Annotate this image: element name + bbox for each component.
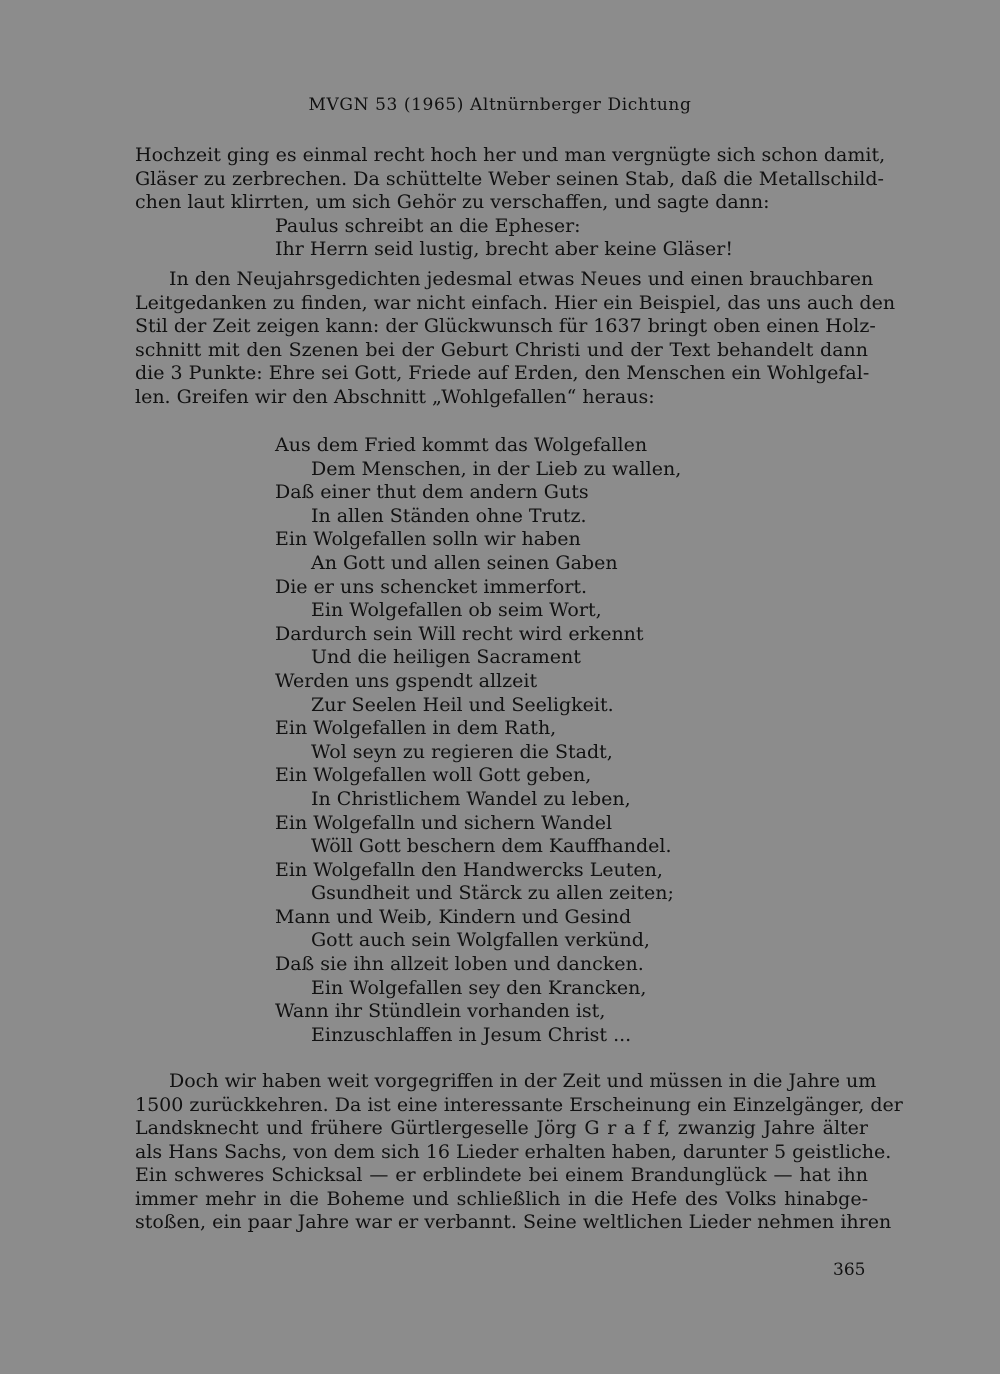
text-line: Landsknecht und frühere Gürtlergeselle Jörg G r a f f, zwanzig Jahre älter (135, 1117, 868, 1139)
verse-line: Gott auch sein Wolgfallen verkünd, (311, 929, 650, 952)
verse-line: Ein Wolgefalln und sichern Wandel (275, 811, 613, 834)
text-line: die 3 Punkte: Ehre sei Gott, Friede auf Erden, den Menschen ein Wohlgefal- (135, 362, 870, 384)
text-line: immer mehr in die Boheme und schließlich in die Hefe des Volks hinabge- (135, 1187, 868, 1210)
verse-line: Gsundheit und Stärck zu allen zeiten; (311, 882, 674, 905)
verse-line: Ein Wolgefallen sey den Krancken, (311, 976, 647, 999)
verse-line: Ein Wolgefallen in dem Rath, (275, 717, 557, 740)
quote-line: Paulus schreibt an die Epheser: (275, 214, 581, 237)
verse-line: Ein Wolgefallen solln wir haben (275, 528, 581, 551)
text-line: Gläser zu zerbrechen. Da schüttelte Weber seinen Stab, daß die Metallschild- (135, 167, 884, 190)
verse-line: Einzuschlaffen in Jesum Christ ... (311, 1023, 632, 1046)
verse-line: Ein Wolgefallen ob seim Wort, (311, 599, 602, 622)
page-number: 365 (833, 1260, 866, 1280)
text-line: schnitt mit den Szenen bei der Geburt Christi und der Text behandelt dann (135, 338, 868, 361)
verse-line: An Gott und allen seinen Gaben (311, 551, 618, 574)
text-line: In den Neujahrsgedichten jedesmal etwas Neues und einen brauchbaren (169, 268, 874, 290)
verse-line: Dardurch sein Will recht wird erkennt (275, 622, 644, 645)
text-line: als Hans Sachs, von dem sich 16 Lieder erhalten haben, darunter 5 geistliche. (135, 1140, 892, 1163)
intro-paragraph (135, 144, 886, 262)
verse-line: Wann ihr Stündlein vorhanden ist, (275, 1000, 606, 1023)
verse-line: Mann und Weib, Kindern und Gesind (275, 905, 632, 928)
text-line: Ein schweres Schicksal — er erblindete bei einem Brandunglück — hat ihn (135, 1164, 868, 1186)
text-line: Stil der Zeit zeigen kann: der Glückwunsch für 1637 bringt oben einen Holz- (135, 315, 876, 337)
running-head: MVGN 53 (1965) Altnürnberger Dichtung (308, 95, 692, 115)
poem-verse (275, 434, 681, 1047)
text-line: stoßen, ein paar Jahre war er verbannt. Seine weltlichen Lieder nehmen ihren (135, 1211, 892, 1233)
text-line: Doch wir haben weit vorgegriffen in der Zeit und müssen in die Jahre um (169, 1070, 877, 1092)
quote-line: Ihr Herrn seid lustig, brecht aber keine Gläser! (275, 238, 733, 260)
text-line: 1500 zurückkehren. Da ist eine interessante Erscheinung ein Einzelgänger, der (135, 1093, 903, 1116)
verse-line: Ein Wolgefallen woll Gott geben, (275, 764, 592, 787)
paragraph-joerg-graff (135, 1070, 903, 1235)
text-line: Hochzeit ging es einmal recht hoch her und man vergnügte sich schon damit, (135, 144, 886, 166)
verse-line: In Christlichem Wandel zu leben, (311, 787, 631, 810)
verse-line: Zur Seelen Heil und Seeligkeit. (311, 693, 614, 716)
verse-line: Daß einer thut dem andern Guts (275, 481, 589, 504)
verse-line: Und die heiligen Sacrament (311, 646, 581, 669)
verse-line: Die er uns schencket immerfort. (275, 575, 588, 598)
verse-line: Aus dem Fried kommt das Wolgefallen (275, 434, 648, 456)
verse-line: In allen Ständen ohne Trutz. (311, 504, 587, 527)
paragraph-neujahrsgedichte (135, 268, 896, 409)
text-line: Leitgedanken zu finden, war nicht einfach. Hier ein Beispiel, das uns auch den (135, 291, 896, 314)
text-line: chen laut klirrten, um sich Gehör zu verschaffen, und sagte dann: (135, 191, 770, 213)
verse-line: Daß sie ihn allzeit loben und dancken. (275, 953, 644, 976)
verse-line: Ein Wolgefalln den Handwercks Leuten, (275, 858, 663, 881)
verse-line: Werden uns gspendt allzeit (275, 669, 538, 692)
text-line: len. Greifen wir den Abschnitt „Wohlgefallen“ heraus: (135, 385, 655, 408)
verse-line: Dem Menschen, in der Lieb zu wallen, (311, 457, 682, 480)
verse-line: Wöll Gott beschern dem Kauffhandel. (311, 835, 672, 858)
verse-line: Wol seyn zu regieren die Stadt, (311, 740, 613, 763)
